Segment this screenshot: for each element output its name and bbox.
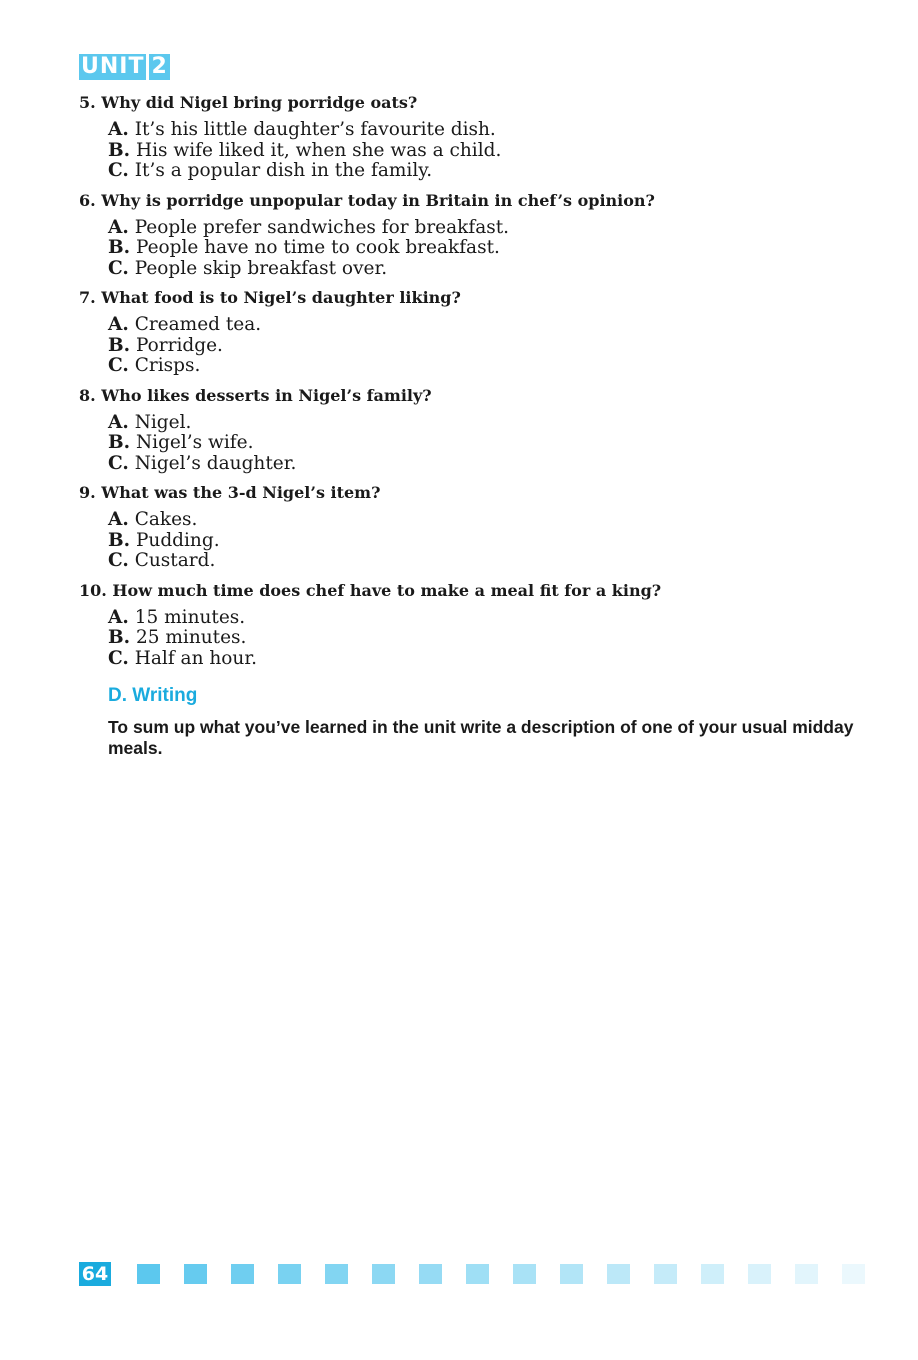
answer-option xyxy=(108,433,869,454)
option-text: 15 minutes. xyxy=(134,606,246,628)
option-text: Custard. xyxy=(134,550,216,571)
answer-option xyxy=(108,531,869,552)
option-letter: A. xyxy=(108,119,129,140)
question-block xyxy=(79,580,869,670)
answer-options xyxy=(108,413,869,475)
question-title: 8. Who likes desserts in Nigel’s family? xyxy=(79,385,432,405)
decorative-square xyxy=(325,1264,348,1284)
decorative-square xyxy=(795,1264,818,1284)
option-letter: A. xyxy=(108,411,129,433)
option-letter: B. xyxy=(108,334,131,356)
decorative-square xyxy=(654,1264,677,1284)
option-text: Nigel’s wife. xyxy=(135,432,254,453)
decorative-square xyxy=(372,1264,395,1284)
decorative-square xyxy=(137,1264,160,1284)
option-letter: B. xyxy=(108,139,131,161)
answer-option xyxy=(108,413,869,434)
answer-option xyxy=(108,336,869,357)
answer-option xyxy=(108,161,869,182)
option-letter: C. xyxy=(108,647,129,669)
question-block xyxy=(79,287,869,377)
answer-option xyxy=(108,120,869,141)
question-block xyxy=(79,92,869,182)
answer-option xyxy=(108,551,869,572)
option-letter: C. xyxy=(108,452,129,474)
option-letter: B. xyxy=(108,432,131,453)
option-letter: B. xyxy=(108,529,131,551)
option-letter: B. xyxy=(108,627,131,648)
option-letter: B. xyxy=(108,237,131,258)
unit-label: UNIT xyxy=(81,54,145,79)
unit-number: 2 xyxy=(151,54,168,79)
option-text: People skip breakfast over. xyxy=(134,257,388,279)
answer-option xyxy=(108,510,869,531)
question-title: 9. What was the 3-d Nigel’s item? xyxy=(79,483,381,502)
answer-options xyxy=(108,218,869,280)
decorative-square xyxy=(466,1264,489,1284)
decorative-square xyxy=(607,1264,630,1284)
question-block xyxy=(79,482,869,572)
option-text: 25 minutes. xyxy=(135,627,247,648)
option-letter: A. xyxy=(108,509,129,530)
option-text: Crisps. xyxy=(134,355,201,376)
option-letter: A. xyxy=(108,606,129,628)
option-text: Nigel. xyxy=(134,411,192,433)
option-letter: C. xyxy=(108,160,129,181)
answer-options xyxy=(108,510,869,572)
answer-option xyxy=(108,218,869,239)
decorative-square xyxy=(278,1264,301,1284)
answer-option xyxy=(108,628,869,649)
question-title: 5. Why did Nigel bring porridge oats? xyxy=(79,93,418,112)
option-text: Porridge. xyxy=(135,334,223,356)
unit-badge xyxy=(79,54,170,80)
answer-option xyxy=(108,141,869,162)
option-text: It’s his little daughter’s favourite dish. xyxy=(134,119,496,140)
decorative-square xyxy=(701,1264,724,1284)
decorative-square xyxy=(748,1264,771,1284)
answer-option xyxy=(108,649,869,670)
option-letter: A. xyxy=(108,216,129,238)
option-text: It’s a popular dish in the family. xyxy=(134,160,433,181)
option-letter: C. xyxy=(108,550,129,571)
page-footer xyxy=(79,1262,865,1286)
option-letter: C. xyxy=(108,257,129,279)
answer-option xyxy=(108,238,869,259)
question-title: 7. What food is to Nigel’s daughter liking? xyxy=(79,288,461,307)
option-text: Nigel’s daughter. xyxy=(134,452,297,474)
question-title: 10. How much time does chef have to make a meal fit for a king? xyxy=(79,580,662,600)
option-text: His wife liked it, when she was a child. xyxy=(135,139,502,161)
decorative-square xyxy=(560,1264,583,1284)
question-list xyxy=(79,92,869,759)
decorative-square xyxy=(184,1264,207,1284)
decorative-square xyxy=(842,1264,865,1284)
answer-option xyxy=(108,356,869,377)
answer-option xyxy=(108,315,869,336)
option-text: People have no time to cook breakfast. xyxy=(135,237,500,258)
decorative-square xyxy=(419,1264,442,1284)
writing-section-title: D. Writing xyxy=(108,685,198,706)
answer-options xyxy=(108,120,869,182)
option-text: Half an hour. xyxy=(134,647,258,669)
decorative-square xyxy=(231,1264,254,1284)
option-text: Cakes. xyxy=(134,509,198,530)
question-block xyxy=(79,385,869,475)
answer-option xyxy=(108,454,869,475)
answer-option xyxy=(108,259,869,280)
option-text: Creamed tea. xyxy=(134,314,262,335)
decorative-square xyxy=(513,1264,536,1284)
answer-options xyxy=(108,608,869,670)
option-letter: C. xyxy=(108,355,129,376)
option-letter: A. xyxy=(108,314,129,335)
answer-option xyxy=(108,608,869,629)
page-number: 64 xyxy=(79,1262,111,1286)
decorative-squares xyxy=(137,1264,865,1284)
answer-options xyxy=(108,315,869,377)
option-text: Pudding. xyxy=(135,529,220,551)
option-text: People prefer sandwiches for breakfast. xyxy=(134,216,510,238)
question-block xyxy=(79,190,869,280)
writing-task-text: To sum up what you’ve learned in the unit write a description of one of your usual midday meals. xyxy=(108,717,854,758)
question-title: 6. Why is porridge unpopular today in Britain in chef’s opinion? xyxy=(79,190,655,210)
